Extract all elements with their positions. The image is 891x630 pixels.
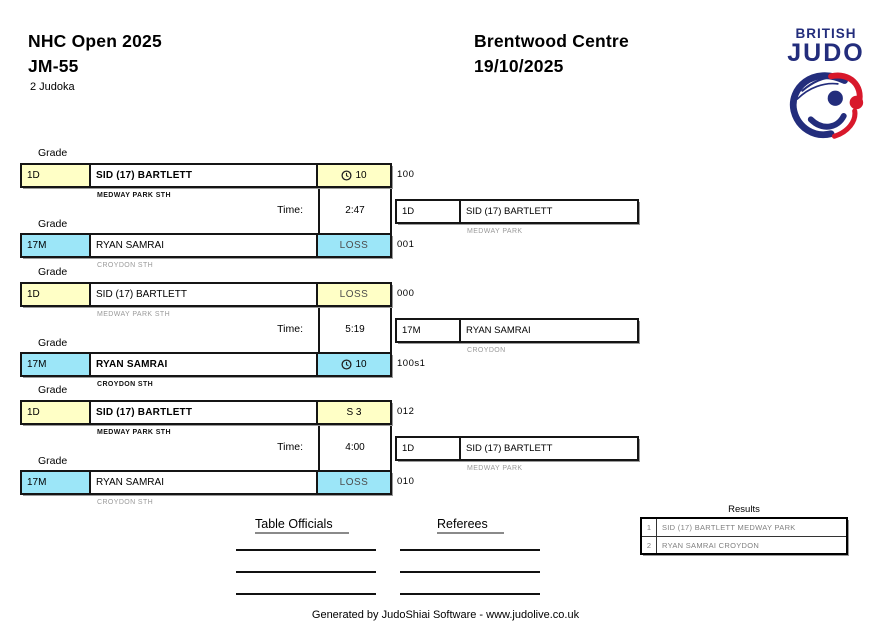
result-rank: 2 [642,537,657,553]
competitor-row-white [20,163,392,188]
competitor-row-blue [20,470,392,495]
match-block-2 [0,266,891,392]
result-cell [318,354,390,375]
table-officials-heading: Table Officials [255,517,349,534]
logo-text-judo: JUDO [787,39,865,67]
winner-grade: 1D [397,438,461,459]
results-table [640,517,848,555]
match-time-cell [318,187,392,234]
results-row [642,519,846,536]
match-time-value: 5:19 [345,324,365,335]
result-rank: 1 [642,519,657,536]
score-value: 001 [397,239,415,250]
grade-label: Grade [38,147,68,159]
tournament-title: NHC Open 2025 [28,31,162,51]
competitor-row-white [20,282,392,307]
signature-line [400,549,540,551]
time-label: Time: [277,204,303,216]
competitor-row-blue [20,352,392,377]
clock-icon [341,170,352,181]
winner-grade: 1D [397,201,461,222]
result-cell: S 3 [318,402,390,423]
winner-club: MEDWAY PARK [467,228,523,235]
competitor-name: RYAN SAMRAI [91,235,318,256]
competitor-name: SID (17) BARTLETT [91,402,318,423]
judoka-count: 2 Judoka [30,81,75,93]
match-time-cell [318,306,392,353]
club-name: MEDWAY PARK STH [97,192,171,199]
grade-label: Grade [38,218,68,230]
result-entry: SID (17) BARTLETT MEDWAY PARK [662,523,796,532]
winner-club: MEDWAY PARK [467,465,523,472]
footer-credit: Generated by JudoShiai Software - www.judolive.co.uk [311,609,580,621]
judoka-figure-icon [780,67,872,148]
grade-label: Grade [38,384,68,396]
competitor-name: RYAN SAMRAI [91,472,318,493]
club-name: CROYDON STH [97,499,154,506]
result-cell: LOSS [318,472,390,493]
score-value: 100s1 [397,358,426,369]
match-time-value: 2:47 [345,205,365,216]
competitor-row-white [20,400,392,425]
result-value: 10 [355,359,367,370]
signature-line [236,593,376,595]
grade-cell: 1D [22,284,91,305]
time-label: Time: [277,441,303,453]
club-name: CROYDON STH [97,262,154,269]
club-name: MEDWAY PARK STH [97,429,171,436]
referees-heading: Referees [437,517,504,534]
british-judo-logo [780,27,872,148]
score-value: 012 [397,406,415,417]
signature-line [400,593,540,595]
club-name: CROYDON STH [97,381,154,388]
result-value: 10 [355,170,367,181]
venue-title: Brentwood Centre [474,31,629,51]
winner-club: CROYDON [467,347,506,354]
category-title: JM-55 [28,56,79,76]
result-cell [318,165,390,186]
winner-name: RYAN SAMRAI [466,325,531,336]
results-row [642,536,846,553]
signature-line [400,571,540,573]
time-label: Time: [277,323,303,335]
match-time-cell [318,424,392,471]
result-cell: LOSS [318,284,390,305]
score-value: 000 [397,288,415,299]
signature-line [236,549,376,551]
winner-advance-box [395,436,639,461]
competitor-row-blue [20,233,392,258]
grade-cell: 1D [22,402,91,423]
result-entry: RYAN SAMRAI CROYDON [662,540,760,550]
winner-name: SID (17) BARTLETT [466,206,553,217]
logo-text-british: BRITISH [795,26,857,41]
club-name: MEDWAY PARK STH [97,311,171,318]
grade-cell: 17M [22,354,91,375]
grade-cell: 17M [22,472,91,493]
signature-line [236,571,376,573]
grade-label: Grade [38,266,68,278]
results-title: Results [728,504,760,515]
score-value: 010 [397,476,415,487]
grade-label: Grade [38,337,68,349]
grade-label: Grade [38,455,68,467]
winner-advance-box [395,318,639,343]
grade-cell: 1D [22,165,91,186]
match-block-3 [0,384,891,510]
event-date: 19/10/2025 [474,56,564,76]
competitor-name: SID (17) BARTLETT [91,284,318,305]
competitor-name: SID (17) BARTLETT [91,165,318,186]
score-value: 100 [397,169,415,180]
winner-name: SID (17) BARTLETT [466,443,553,454]
competitor-name: RYAN SAMRAI [91,354,318,375]
match-block-1 [0,147,891,273]
grade-cell: 17M [22,235,91,256]
match-time-value: 4:00 [345,442,365,453]
result-cell: LOSS [318,235,390,256]
clock-icon [341,359,352,370]
winner-grade: 17M [397,320,461,341]
winner-advance-box [395,199,639,224]
